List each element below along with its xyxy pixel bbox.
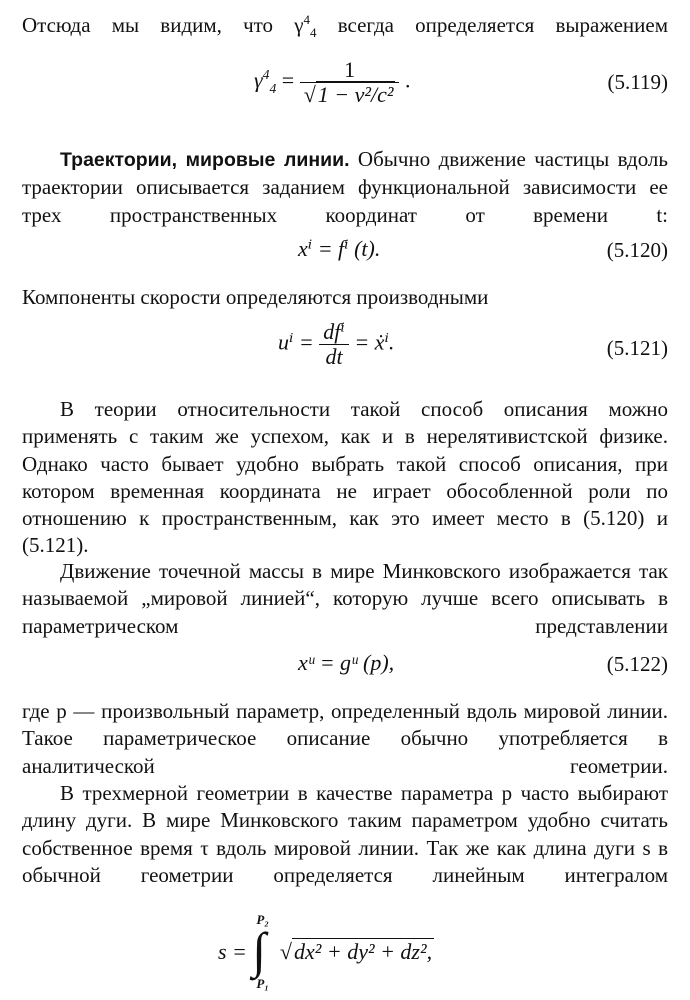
- paragraph-parameter-text: где p — произвольный параметр, определенный вдоль мировой линии. Такое параметрическое описание обычно употребляется в аналитической геометрии.: [22, 699, 668, 778]
- eq119-lhs-sub: 4: [269, 80, 277, 96]
- integral-upper-limit: P₂: [256, 912, 269, 927]
- equation-5-121: [22, 320, 668, 380]
- paragraph-relativity-text: В теории относительности такой способ описания можно применять с таким же успехом, как и в нерелятивистской физике. Однако часто бывает удобно выбрать такой способ описания, при котором временная координата не играет обособленной роли по отношению к пространственным, как это имеет место в (5.120) и (5.121).: [22, 397, 668, 558]
- paragraph-arc-length-text: В трехмерной геометрии в качестве параметра p часто выбирают длину дуги. В мире Минковского таким параметром удобно считать собственное время τ вдоль мировой линии. Так же как длина дуги s в обычной геометрии определяется линейным интегралом: [22, 781, 668, 887]
- eq-s-lhs: s =: [218, 939, 247, 964]
- eq121-rhs: = ẋⁱ.: [354, 329, 395, 355]
- paragraph-intro-end: всегда определяется выражением: [316, 13, 668, 37]
- paragraph-arc-length: [22, 780, 668, 889]
- eq121-fraction: [319, 320, 349, 369]
- paragraph-trajectories: [22, 146, 668, 229]
- integral-lower-limit: P₁: [256, 976, 269, 991]
- paragraph-trajectories-text: Обычно движение частицы вдоль траектории описывается заданием функциональной зависимости ее трех пространственных координат от времени t:: [22, 147, 668, 227]
- eq119-numerator: 1: [300, 58, 400, 83]
- eq119-lhs-sup: 4: [262, 67, 270, 83]
- equation-number-5-121: (5.121): [606, 336, 668, 360]
- paragraph-intro-text: Отсюда мы видим, что γ: [22, 13, 304, 37]
- paragraph-worldline: [22, 558, 668, 640]
- eq122-body: xᵘ = gᵘ (p),: [298, 650, 395, 675]
- equation-arc-length: [22, 912, 668, 1000]
- equation-number-5-119: (5.119): [607, 70, 668, 94]
- gamma-superscript: 4: [303, 12, 311, 27]
- paragraph-worldline-text: Движение точечной массы в мире Минковского изображается так называемой „мировой линией“, которую лучше всего описывать в параметрическом представлении: [22, 559, 668, 638]
- paragraph-velocity-text: Компоненты скорости определяются производными: [22, 285, 489, 309]
- eq119-fraction: [300, 58, 400, 107]
- eq119-period: .: [404, 67, 411, 93]
- equation-number-5-122: (5.122): [606, 652, 668, 676]
- equation-5-120: [22, 232, 668, 292]
- eq119-lhs: γ: [254, 67, 263, 93]
- paragraph-velocity: [22, 284, 668, 311]
- paragraph-relativity: [22, 396, 668, 560]
- arc-sqrt: √dx² + dy² + dz²,: [279, 939, 433, 964]
- eq-s-radicand: dx² + dy² + dz²,: [294, 939, 433, 964]
- equation-5-119: [22, 58, 668, 118]
- eq119-equals: =: [281, 67, 295, 93]
- eq121-denominator: dt: [325, 344, 343, 369]
- equation-number-5-120: (5.120): [606, 238, 668, 262]
- eq120-body: xⁱ = fⁱ (t).: [298, 236, 381, 261]
- gamma-subscript: 4: [310, 25, 317, 41]
- paragraph-intro: [22, 6, 668, 46]
- sqrt-symbol: √1 − v²/c²: [303, 82, 394, 107]
- eq119-denominator: 1 − v²/c²: [317, 82, 394, 107]
- eq121-lhs: uⁱ =: [278, 329, 314, 355]
- eq121-numerator: dfⁱ: [319, 320, 349, 345]
- paragraph-parameter: [22, 698, 668, 780]
- section-heading: Траектории, мировые линии.: [60, 149, 350, 171]
- integral-sign: P₂ ∫ P₁: [252, 912, 269, 991]
- equation-5-122: [22, 646, 668, 706]
